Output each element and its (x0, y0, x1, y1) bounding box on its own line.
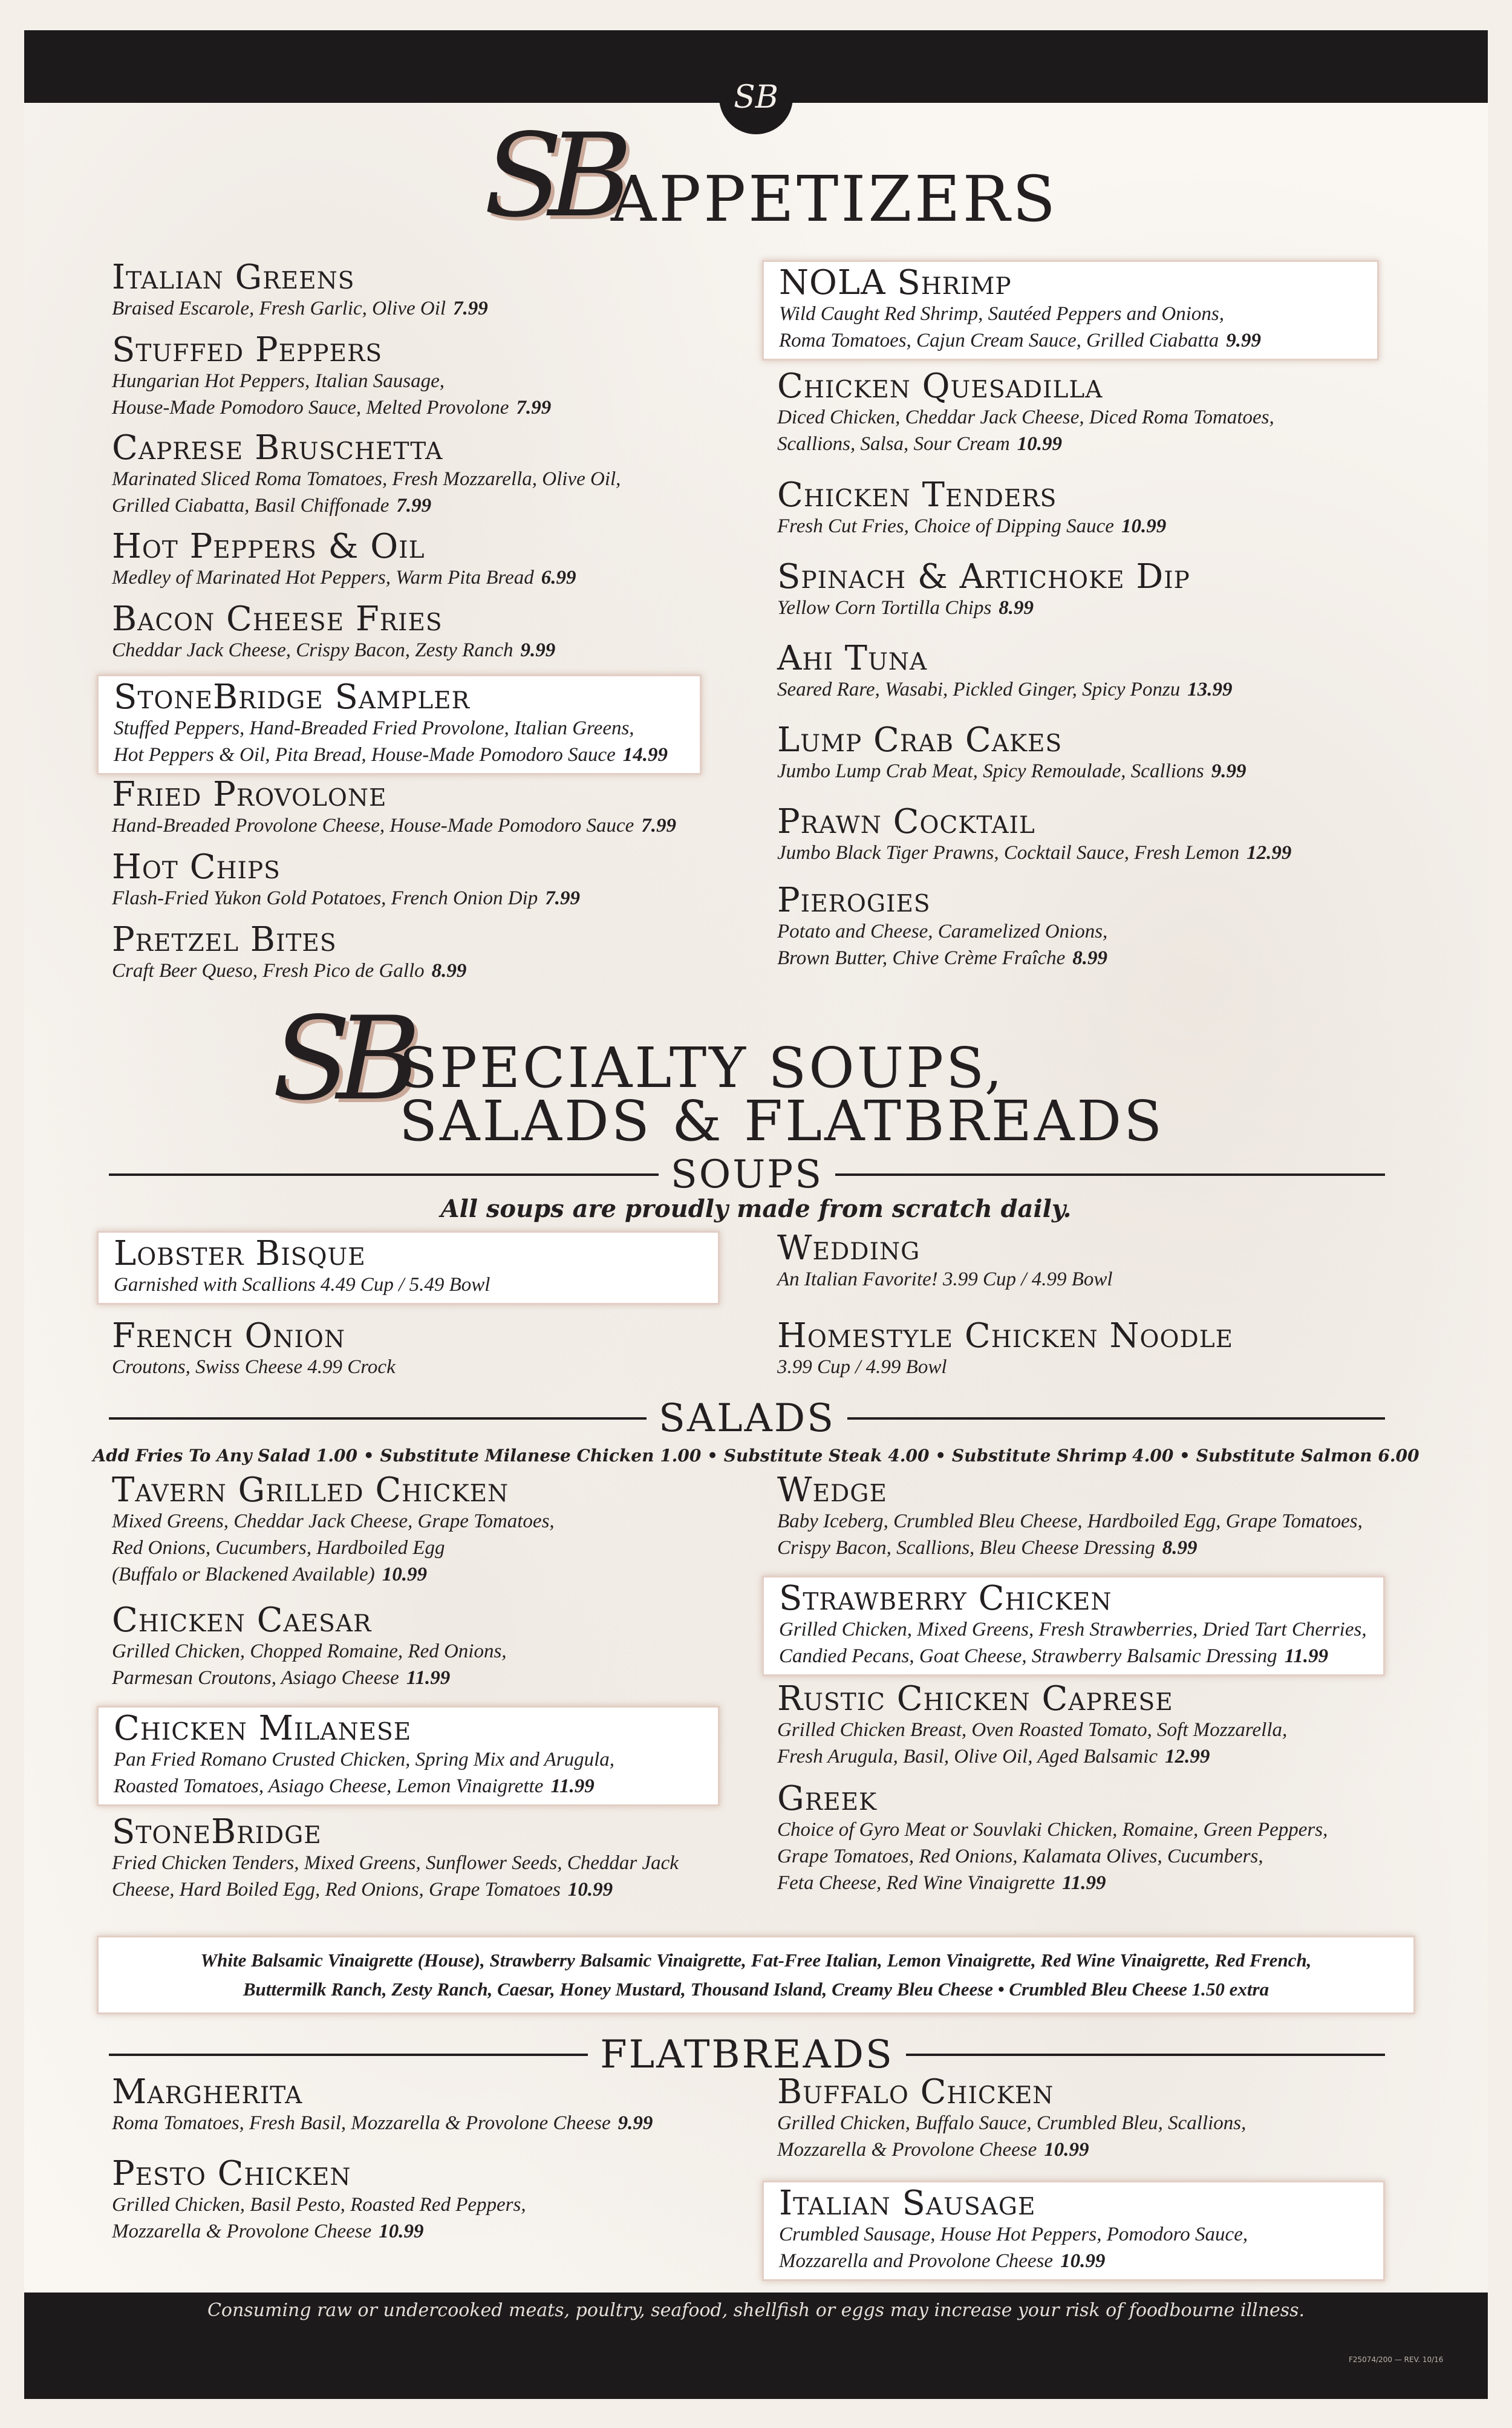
specialty-title-line1: SPECIALTY SOUPS, (399, 1036, 1005, 1100)
menu-item-price: 11.99 (550, 1775, 595, 1797)
menu-item (112, 1316, 396, 1380)
menu-item-description (112, 812, 676, 839)
menu-item (112, 599, 556, 664)
menu-item-description-text: Mixed Greens, Cheddar Jack Cheese, Grape Tomatoes, (112, 1510, 555, 1532)
menu-item-description (779, 301, 1377, 327)
menu-item-name: Stuffed Peppers (112, 330, 383, 370)
menu-item-description-text: Marinated Sliced Roma Tomatoes, Fresh Mozzarella, Olive Oil, (112, 468, 621, 490)
menu-item-description-text: Cheddar Jack Cheese, Crispy Bacon, Zesty Ranch (112, 639, 513, 661)
menu-item-description-text: 3.99 Cup / 4.99 Bowl (777, 1356, 947, 1378)
menu-item-price: 9.99 (1226, 330, 1261, 351)
menu-item-price: 13.99 (1187, 679, 1233, 700)
menu-item-description (777, 1816, 1328, 1843)
menu-item-description (777, 1266, 1113, 1293)
menu-item-price: 10.99 (1017, 433, 1062, 455)
menu-item-description-text: Brown Butter, Chive Crème Fraîche (777, 947, 1066, 969)
menu-item-price: 7.99 (545, 887, 580, 909)
menu-item-description (777, 945, 1107, 971)
menu-item-description (777, 840, 1291, 866)
menu-item-description-text: Potato and Cheese, Caramelized Onions, (777, 921, 1108, 942)
menu-item-description-text: Grilled Chicken, Basil Pesto, Roasted Red Peppers, (112, 2194, 526, 2216)
menu-item-description-text: Crispy Bacon, Scallions, Bleu Cheese Dressing (777, 1537, 1155, 1559)
dressings-line-2: Buttermilk Ranch, Zesty Ranch, Caesar, Honey Mustard, Thousand Island, Creamy Bleu Cheese • Crumbled Bleu Cheese 1.50 extra (243, 1979, 1269, 2000)
menu-item-price: 12.99 (1246, 842, 1292, 864)
menu-item-name: StoneBridge (112, 1812, 322, 1852)
specialty-sb-mark: SB (272, 992, 406, 1126)
menu-item-description (112, 368, 551, 394)
menu-item (112, 330, 552, 421)
menu-item-description (112, 295, 488, 322)
menu-item (112, 2156, 526, 2245)
menu-item-description (777, 918, 1107, 945)
menu-item-name: Wedding (777, 1229, 921, 1268)
menu-item (777, 1679, 1288, 1770)
menu-item-name: Pesto Chicken (112, 2154, 351, 2193)
menu-item-price: 7.99 (396, 495, 432, 517)
menu-item-description-text: Grape Tomatoes, Red Onions, Kalamata Olives, Cucumbers, (777, 1845, 1263, 1867)
menu-item-description-text: Red Onions, Cucumbers, Hardboiled Egg (112, 1537, 445, 1559)
menu-item-name: Homestyle Chicken Noodle (777, 1316, 1234, 1356)
menu-item-price: 10.99 (567, 1879, 613, 1901)
menu-item-name: Margherita (112, 2072, 303, 2112)
menu-item-description-text: Fresh Cut Fries, Choice of Dipping Sauce (777, 515, 1114, 537)
soups-note: All soups are proudly made from scratch daily. (440, 1195, 1072, 1223)
menu-item-description-text: Mozzarella & Provolone Cheese (777, 2139, 1037, 2161)
menu-item-price: 10.99 (1121, 515, 1167, 537)
menu-item-description (779, 2221, 1383, 2248)
menu-item-price: 8.99 (1072, 947, 1108, 969)
menu-item-description-text: Jumbo Lump Crab Meat, Spicy Remoulade, Scallions (777, 760, 1204, 782)
menu-item-price: 9.99 (1211, 760, 1246, 782)
menu-item (112, 2072, 653, 2136)
menu-item (762, 1576, 1385, 1676)
menu-item-name: Ahi Tuna (777, 639, 928, 678)
menu-item (777, 641, 1233, 703)
menu-item-name: Hot Peppers & Oil (112, 527, 425, 566)
menu-item-description (777, 1535, 1363, 1561)
menu-item-description-text: Seared Rare, Wasabi, Pickled Ginger, Spicy Ponzu (777, 679, 1181, 700)
menu-item-price: 6.99 (541, 567, 576, 589)
menu-item-description (112, 1665, 507, 1691)
menu-item-description (779, 2248, 1383, 2274)
menu-item-description (779, 1616, 1383, 1643)
menu-item (777, 1231, 1113, 1293)
menu-item-price: 14.99 (622, 744, 668, 766)
menu-item-description (777, 1743, 1287, 1770)
menu-item-name: Prawn Cocktail (777, 802, 1035, 841)
menu-item-description-text: Flash-Fried Yukon Gold Potatoes, French Onion Dip (112, 887, 538, 909)
menu-item (112, 529, 576, 591)
menu-item-description-text: Parmesan Croutons, Asiago Cheese (112, 1667, 399, 1689)
soups-title: SOUPS (670, 1152, 824, 1197)
menu-item-price: 11.99 (406, 1667, 451, 1689)
menu-item-description (777, 2136, 1246, 2163)
menu-item (777, 2072, 1246, 2163)
flatbreads-title: FLATBREADS (600, 2032, 894, 2077)
menu-item-description (777, 595, 1190, 621)
menu-item-description-text: Braised Escarole, Fresh Garlic, Olive Oil (112, 298, 446, 319)
menu-item-name: Buffalo Chicken (777, 2072, 1054, 2112)
menu-item-description (777, 404, 1274, 431)
menu-item-price: 8.99 (431, 960, 467, 982)
menu-item-price: 10.99 (1044, 2139, 1089, 2161)
menu-item-name: Fried Provolone (112, 775, 387, 814)
menu-item-description-text: Jumbo Black Tiger Prawns, Cocktail Sauce, Fresh Lemon (777, 842, 1240, 864)
menu-item-description-text: Garnished with Scallions 4.49 Cup / 5.49 Bowl (114, 1274, 490, 1296)
menu-item-description (114, 1271, 718, 1298)
menu-item (777, 720, 1246, 785)
menu-item-name: StoneBridge Sampler (114, 677, 470, 717)
menu-item (777, 475, 1167, 540)
menu-item-description (114, 1773, 718, 1800)
menu-item-description-text: House-Made Pomodoro Sauce, Melted Provolone (112, 397, 509, 419)
specialty-title-line2: SALADS & FLATBREADS (399, 1089, 1165, 1154)
soups-header (109, 1152, 1385, 1197)
menu-item-description-text: Grilled Chicken Breast, Oven Roasted Tomato, Soft Mozzarella, (777, 1719, 1288, 1741)
menu-item-description (112, 394, 551, 421)
menu-item-description-text: Roasted Tomatoes, Asiago Cheese, Lemon Vinaigrette (114, 1775, 544, 1797)
menu-item (112, 1470, 555, 1588)
menu-item-description (777, 513, 1166, 540)
menu-item-description (112, 1561, 555, 1588)
menu-item-description-text: Mozzarella & Provolone Cheese (112, 2221, 372, 2242)
menu-item-description (112, 1508, 555, 1535)
menu-item-description (779, 327, 1377, 354)
menu-item-name: Chicken Milanese (114, 1709, 412, 1748)
menu-item-description (777, 1717, 1287, 1743)
salads-rule-right (847, 1417, 1385, 1420)
print-code: F25074/200 — REV. 10/16 (1349, 2355, 1444, 2364)
menu-item (777, 369, 1274, 457)
menu-item (112, 922, 466, 984)
menu-item-price: 11.99 (1062, 1872, 1106, 1894)
menu-item (112, 1812, 679, 1903)
menu-item (762, 2181, 1385, 2281)
menu-item-name: Greek (777, 1779, 878, 1818)
menu-item (777, 1470, 1363, 1561)
menu-item (777, 804, 1291, 866)
soups-rule-right (835, 1173, 1385, 1176)
menu-item-price: 7.99 (641, 815, 677, 837)
menu-item-description-text: Diced Chicken, Cheddar Jack Cheese, Diced Roma Tomatoes, (777, 406, 1274, 428)
menu-item-description-text: Cheese, Hard Boiled Egg, Red Onions, Grape Tomatoes (112, 1879, 561, 1901)
menu-item-description (112, 1876, 679, 1903)
menu-item-description (777, 1508, 1363, 1535)
menu-item-description (112, 1638, 507, 1665)
menu-item (112, 428, 621, 519)
menu-item (97, 1231, 720, 1305)
menu-item-description (112, 1535, 555, 1561)
menu-item-description-text: Hot Peppers & Oil, Pita Bread, House-Made Pomodoro Sauce (114, 744, 616, 766)
menu-item-description-text: Candied Pecans, Goat Cheese, Strawberry Balsamic Dressing (779, 1645, 1277, 1667)
menu-item-price: 10.99 (1060, 2250, 1106, 2272)
menu-item-description-text: Feta Cheese, Red Wine Vinaigrette (777, 1872, 1055, 1894)
menu-item (762, 260, 1379, 361)
salads-title: SALADS (659, 1396, 835, 1441)
menu-item-description (112, 958, 466, 984)
menu-item-name: Chicken Caesar (112, 1601, 372, 1640)
menu-item-description (777, 1354, 1233, 1380)
menu-item-name: Pierogies (777, 881, 931, 920)
menu-item (112, 847, 580, 912)
menu-item-description-text: (Buffalo or Blackened Available) (112, 1564, 375, 1585)
menu-item-name: Tavern Grilled Chicken (112, 1470, 509, 1510)
salads-header (109, 1396, 1385, 1441)
menu-item-description (112, 1850, 679, 1876)
menu-item (777, 557, 1190, 621)
menu-item-description-text: Baby Iceberg, Crumbled Bleu Cheese, Hardboiled Egg, Grape Tomatoes, (777, 1510, 1363, 1532)
menu-item-price: 7.99 (453, 298, 488, 319)
menu-item-name: Spinach & Artichoke Dip (777, 557, 1190, 596)
menu-item-name: Pretzel Bites (112, 920, 337, 959)
menu-item-description-text: Choice of Gyro Meat or Souvlaki Chicken, Romaine, Green Peppers, (777, 1819, 1328, 1841)
menu-item-description (112, 2218, 526, 2245)
menu-item-description-text: Fresh Arugula, Basil, Olive Oil, Aged Balsamic (777, 1746, 1158, 1767)
menu-item-description-text: Medley of Marinated Hot Peppers, Warm Pita Bread (112, 567, 534, 589)
flatbreads-header (109, 2032, 1385, 2077)
menu-item-name: Italian Sausage (779, 2184, 1036, 2223)
menu-item-description (112, 1354, 396, 1380)
menu-item-description (114, 715, 700, 742)
appetizers-sb-mark: SB (484, 109, 618, 243)
menu-item-price: 12.99 (1165, 1746, 1210, 1767)
menu-item-description-text: Grilled Ciabatta, Basil Chiffonade (112, 495, 389, 517)
menu-item-price: 10.99 (382, 1564, 427, 1585)
menu-item-name: Wedge (777, 1470, 887, 1510)
menu-item-description-text: Grilled Chicken, Mixed Greens, Fresh Strawberries, Dried Tart Cherries, (779, 1619, 1367, 1640)
soups-rule-left (109, 1173, 659, 1176)
menu-item-price: 7.99 (516, 397, 552, 419)
menu-item-name: Lump Crab Cakes (777, 720, 1063, 760)
menu-item-description-text: Grilled Chicken, Buffalo Sauce, Crumbled Bleu, Scallions, (777, 2112, 1246, 2134)
menu-item-description (777, 1843, 1328, 1870)
menu-item (97, 1706, 720, 1806)
menu-item-description-text: Croutons, Swiss Cheese 4.99 Crock (112, 1356, 396, 1378)
menu-item-description-text: Mozzarella and Provolone Cheese (779, 2250, 1054, 2272)
menu-item-description (112, 885, 580, 912)
menu-item-description (112, 637, 555, 664)
salad-addons: Add Fries To Any Salad 1.00 • Substitute Milanese Chicken 1.00 • Substitute Steak 4.00 • Substitute Shrimp 4.00 • Substitute Salmon 6.00 (93, 1446, 1419, 1466)
menu-item-description-text: Grilled Chicken, Chopped Romaine, Red Onions, (112, 1640, 507, 1662)
menu-item-description (777, 2110, 1246, 2136)
menu-item-description-text: Fried Chicken Tenders, Mixed Greens, Sunflower Seeds, Cheddar Jack (112, 1852, 679, 1874)
menu-item-price: 10.99 (379, 2221, 424, 2242)
dressings-box (97, 1936, 1415, 2014)
menu-item-description-text: Crumbled Sausage, House Hot Peppers, Pomodoro Sauce, (779, 2224, 1248, 2245)
menu-item-name: Strawberry Chicken (779, 1579, 1112, 1618)
menu-item (777, 1316, 1234, 1380)
menu-item-description (112, 466, 621, 492)
menu-item-description-text: Hand-Breaded Provolone Cheese, House-Made Pomodoro Sauce (112, 815, 634, 837)
menu-item (97, 674, 702, 775)
dressings-line-1: White Balsamic Vinaigrette (House), Strawberry Balsamic Vinaigrette, Fat-Free Italian, Lemon Vinaigrette, Red Wine Vinaigrette, Red French, (200, 1950, 1312, 1971)
menu-item-name: Chicken Tenders (777, 475, 1057, 515)
appetizers-title: APPETIZERS (611, 162, 1058, 236)
menu-item-name: French Onion (112, 1316, 346, 1356)
menu-item-description (777, 758, 1246, 785)
menu-item-description-text: Wild Caught Red Shrimp, Sautéed Peppers and Onions, (779, 303, 1225, 325)
flatbreads-rule-left (109, 2054, 588, 2056)
menu-item-name: Bacon Cheese Fries (112, 599, 443, 639)
menu-item (112, 1603, 507, 1691)
menu-item-description (112, 564, 576, 591)
menu-item-name: Rustic Chicken Caprese (777, 1679, 1173, 1718)
menu-item-description (112, 2191, 526, 2218)
menu-item-price: 8.99 (999, 597, 1034, 619)
menu-item-description-text: Roma Tomatoes, Cajun Cream Sauce, Grilled Ciabatta (779, 330, 1219, 351)
menu-item-description-text: Pan Fried Romano Crusted Chicken, Spring Mix and Arugula, (114, 1749, 614, 1770)
health-disclaimer: Consuming raw or undercooked meats, poultry, seafood, shellfish or eggs may increase your risk of foodbourne illness. (207, 2300, 1305, 2321)
menu-item-description-text: Hungarian Hot Peppers, Italian Sausage, (112, 370, 445, 392)
menu-item-name: Italian Greens (112, 258, 355, 297)
menu-item-description-text: Craft Beer Queso, Fresh Pico de Gallo (112, 960, 425, 982)
menu-item-description (114, 1746, 718, 1773)
menu-item-price: 8.99 (1162, 1537, 1198, 1559)
menu-item-description-text: Yellow Corn Tortilla Chips (777, 597, 992, 619)
menu-item-description-text: Stuffed Peppers, Hand-Breaded Fried Provolone, Italian Greens, (114, 717, 634, 739)
menu-item (112, 260, 488, 322)
menu-item (777, 1781, 1328, 1896)
menu-item-name: Lobster Bisque (114, 1234, 366, 1273)
menu-item-description (112, 2110, 653, 2136)
menu-item-description-text: Roma Tomatoes, Fresh Basil, Mozzarella & Provolone Cheese (112, 2112, 611, 2134)
menu-item-name: Chicken Quesadilla (777, 367, 1103, 406)
menu-item-price: 11.99 (1284, 1645, 1329, 1667)
menu-item-description-text: Scallions, Salsa, Sour Cream (777, 433, 1010, 455)
menu-item (777, 883, 1107, 971)
flatbreads-rule-right (906, 2054, 1385, 2056)
menu-item-name: Hot Chips (112, 847, 281, 887)
sb-logo-badge: SB (719, 60, 793, 134)
menu-item-name: Caprese Bruschetta (112, 428, 443, 468)
menu-item-price: 9.99 (618, 2112, 653, 2134)
menu-item-description (112, 492, 621, 519)
menu-item-description (777, 676, 1233, 703)
menu-item-price: 9.99 (520, 639, 556, 661)
salads-rule-left (109, 1417, 647, 1420)
menu-item-description (777, 1870, 1328, 1896)
menu-item-description-text: An Italian Favorite! 3.99 Cup / 4.99 Bowl (777, 1268, 1113, 1290)
menu-item-description (777, 431, 1274, 457)
menu-item (112, 777, 676, 839)
menu-item-description (779, 1643, 1383, 1669)
menu-item-description (114, 742, 700, 768)
menu-item-name: NOLA Shrimp (779, 263, 1012, 302)
